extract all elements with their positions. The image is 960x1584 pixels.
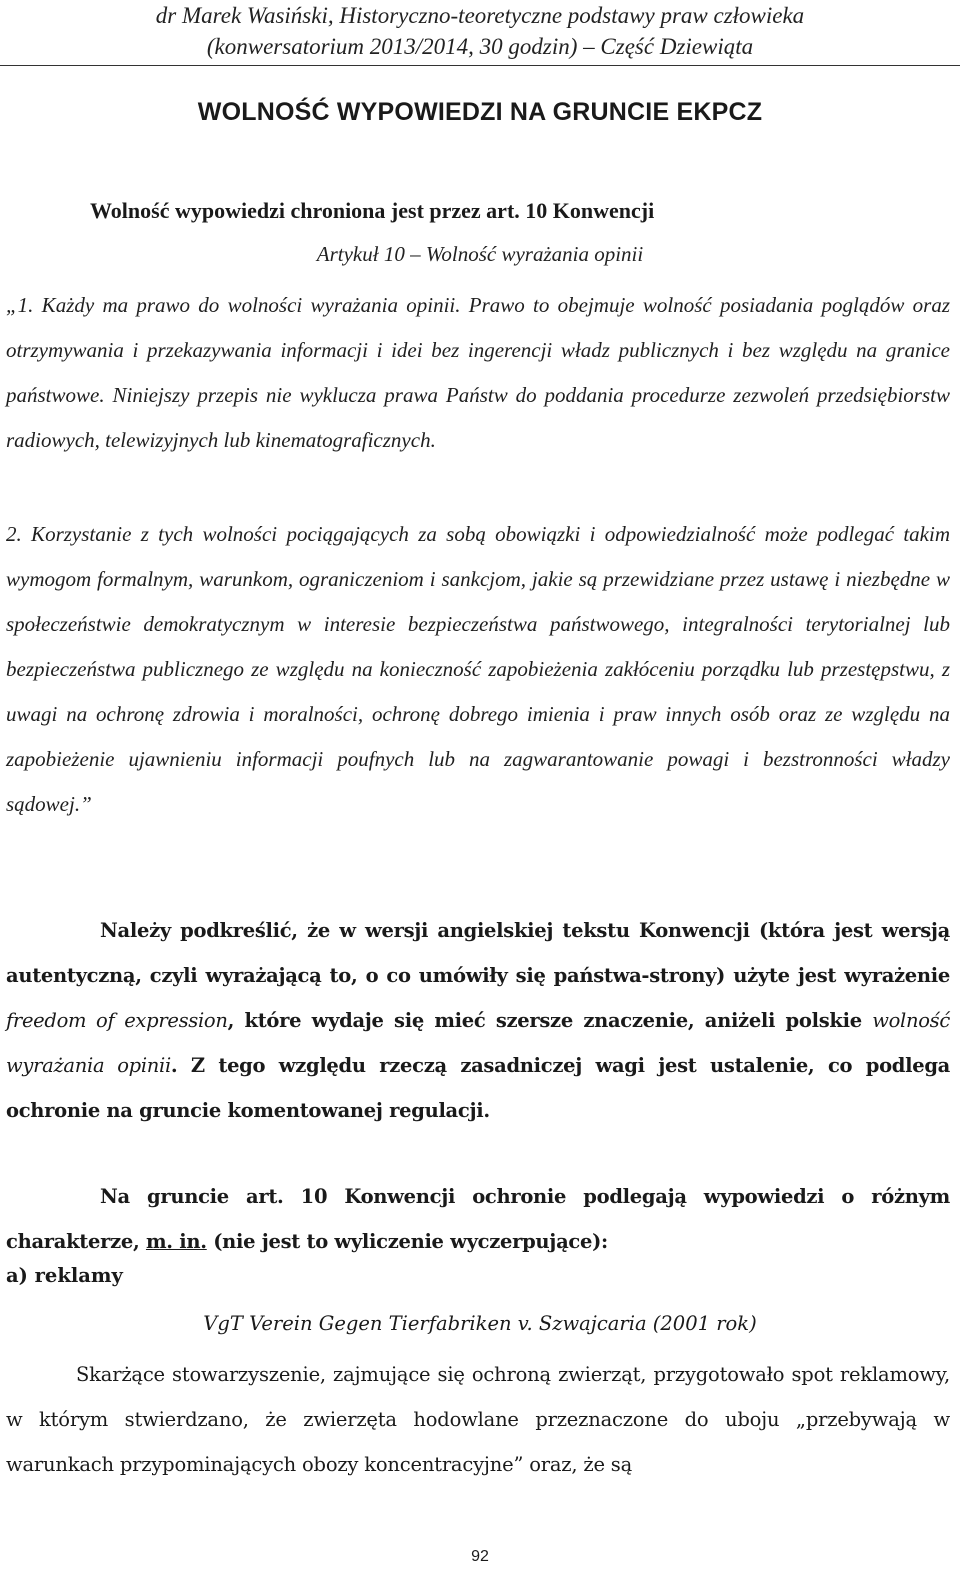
paragraph-1-term-english: freedom of expression bbox=[6, 1009, 228, 1032]
paragraph-1-term-polish: wolność wyrażania opinii bbox=[6, 1009, 950, 1077]
paragraph-1-text-c: . Z tego względu rzeczą zasadniczej wagi jest ustalenie, co podlega ochronie na gruncie komentowanej regulacji. bbox=[6, 1054, 950, 1122]
paragraph-2-underlined: m. in. bbox=[145, 1230, 207, 1253]
paragraph-2-text-a: Na gruncie art. 10 Konwencji ochronie podlegają wypowiedzi o różnym charakterze, bbox=[6, 1185, 950, 1253]
page-number: 92 bbox=[471, 1548, 489, 1565]
paragraph-2-text-b: (nie jest to wyliczenie wyczerpujące): bbox=[206, 1230, 608, 1253]
header-line-1: dr Marek Wasiński, Historyczno-teoretyczne podstawy praw człowieka bbox=[155, 3, 805, 28]
body-paragraph-2 bbox=[6, 1174, 950, 1264]
case-title: VgT Verein Gegen Tierfabriken v. Szwajcaria (2001 rok) bbox=[203, 1312, 757, 1335]
page-title: WOLNOŚĆ WYPOWIEDZI NA GRUNCIE EKPCZ bbox=[197, 98, 763, 126]
header-divider bbox=[0, 65, 960, 66]
quote-paragraph-2: 2. Korzystanie z tych wolności pociągających za sobą obowiązki i odpowiedzialność może podlegać takim wymogom formalnym, warunkom, ograniczeniom i sankcjom, jakie są przewidziane przez ustawę i niezbędne w społeczeństwie demokratycznym w interesie bezpieczeństwa państwowego, integralności terytorialnej lub bezpieczeństwa publicznego ze względu na konieczność zapobieżenia zakłóceniu porządku lub przestępstwu, z uwagi na ochronę zdrowia i moralności, ochronę dobrego imienia i praw innych osób oraz ze względu na zapobieżenie ujawnieniu informacji poufnych lub na zagwarantowanie powagi i bezstronności władzy sądowej.” bbox=[6, 522, 950, 816]
running-header bbox=[0, 0, 960, 62]
header-line-2: (konwersatorium 2013/2014, 30 godzin) – Część Dziewiąta bbox=[206, 34, 754, 59]
quote-paragraph-1: „1. Każdy ma prawo do wolności wyrażania opinii. Prawo to obejmuje wolność posiadania poglądów oraz otrzymywania i przekazywania informacji i idei bez ingerencji władz publicznych i bez względu na granice państwowe. Niniejszy przepis nie wyklucza prawa Państw do poddania procedurze zezwoleń przedsiębiorstw radiowych, telewizyjnych lub kinematograficznych. bbox=[6, 293, 950, 452]
list-item-a: a) reklamy bbox=[6, 1264, 123, 1287]
body-paragraph-3: Skarżące stowarzyszenie, zajmujące się ochroną zwierząt, przygotowało spot reklamowy, w którym stwierdzano, że zwierzęta hodowlane przeznaczone do uboju „przebywają w warunkach przypominających obozy koncentracyjne” oraz, że są bbox=[6, 1363, 950, 1476]
article-title: Artykuł 10 – Wolność wyrażania opinii bbox=[316, 242, 644, 266]
lead-sentence: Wolność wypowiedzi chroniona jest przez art. 10 Konwencji bbox=[90, 198, 655, 223]
paragraph-1-text-a: Należy podkreślić, że w wersji angielskiej tekstu Konwencji (która jest wersją autentyczną, czyli wyrażającą to, o co umówiły się państwa-strony) użyte jest wyrażenie bbox=[6, 919, 950, 987]
body-paragraph-1 bbox=[6, 908, 950, 1133]
paragraph-1-text-b: , które wydaje się mieć szersze znaczenie, aniżeli polskie bbox=[227, 1009, 873, 1032]
